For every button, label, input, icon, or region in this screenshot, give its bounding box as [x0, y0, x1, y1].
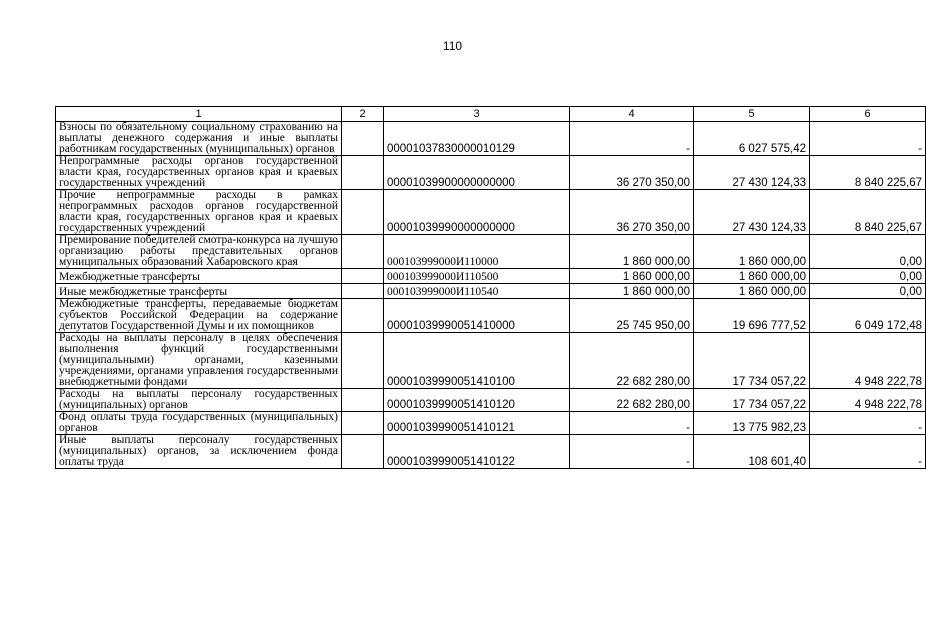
row-value-4: 25 745 950,00 — [570, 299, 694, 333]
row-value-5: 108 601,40 — [694, 435, 810, 469]
table-row — [56, 333, 926, 389]
table-row — [56, 269, 926, 284]
row-code: 000103999000И110500 — [384, 269, 570, 284]
header-col-4: 4 — [570, 107, 694, 122]
row-value-5: 13 775 982,23 — [694, 412, 810, 435]
row-code: 00001039990000000000 — [384, 190, 570, 235]
row-col2 — [342, 389, 384, 412]
row-value-5: 6 027 575,42 — [694, 122, 810, 156]
table-row — [56, 389, 926, 412]
header-row — [56, 107, 926, 122]
row-code: 00001039990051410122 — [384, 435, 570, 469]
table-row — [56, 299, 926, 333]
row-col2 — [342, 284, 384, 299]
row-code: 00001039990051410000 — [384, 299, 570, 333]
table-row — [56, 235, 926, 269]
row-name: Межбюджетные трансферты, передаваемые бюджетам субъектов Российской Федерации на содержание депутатов Государственной Думы и их помощников — [56, 299, 342, 333]
row-value-5: 27 430 124,33 — [694, 190, 810, 235]
row-col2 — [342, 333, 384, 389]
row-value-4: - — [570, 435, 694, 469]
row-value-6: - — [810, 412, 926, 435]
row-value-4: - — [570, 122, 694, 156]
row-value-6: - — [810, 122, 926, 156]
row-code: 00001039990051410120 — [384, 389, 570, 412]
row-value-5: 1 860 000,00 — [694, 284, 810, 299]
header-col-3: 3 — [384, 107, 570, 122]
row-value-6: 0,00 — [810, 284, 926, 299]
row-col2 — [342, 235, 384, 269]
row-value-4: 1 860 000,00 — [570, 235, 694, 269]
row-value-4: - — [570, 412, 694, 435]
row-code: 00001039900000000000 — [384, 156, 570, 190]
page-number: 110 — [442, 39, 463, 53]
table-row — [56, 122, 926, 156]
row-col2 — [342, 412, 384, 435]
header-col-1: 1 — [56, 107, 342, 122]
table-row — [56, 156, 926, 190]
header-col-5: 5 — [694, 107, 810, 122]
header-col-2: 2 — [342, 107, 384, 122]
row-col2 — [342, 122, 384, 156]
row-col2 — [342, 190, 384, 235]
row-name: Прочие непрограммные расходы в рамках непрограммных расходов органов государственной власти края, государственных органов края и краевых государственных учреждений — [56, 190, 342, 235]
row-col2 — [342, 156, 384, 190]
row-code: 000103999000И110000 — [384, 235, 570, 269]
row-name: Премирование победителей смотра-конкурса на лучшую организацию работы представительных органов муниципальных образований Хабаровского края — [56, 235, 342, 269]
row-value-5: 1 860 000,00 — [694, 269, 810, 284]
row-value-4: 1 860 000,00 — [570, 284, 694, 299]
row-value-4: 36 270 350,00 — [570, 190, 694, 235]
row-value-6: 0,00 — [810, 235, 926, 269]
row-code: 00001039990051410100 — [384, 333, 570, 389]
row-name: Межбюджетные трансферты — [56, 269, 342, 284]
row-name: Иные выплаты персоналу государственных (муниципальных) органов, за исключением фонда оплаты труда — [56, 435, 342, 469]
row-value-5: 1 860 000,00 — [694, 235, 810, 269]
row-value-6: 0,00 — [810, 269, 926, 284]
budget-table — [55, 106, 926, 469]
row-value-6: - — [810, 435, 926, 469]
row-name: Фонд оплаты труда государственных (муниципальных) органов — [56, 412, 342, 435]
row-value-6: 8 840 225,67 — [810, 190, 926, 235]
row-col2 — [342, 299, 384, 333]
row-value-5: 19 696 777,52 — [694, 299, 810, 333]
row-name: Взносы по обязательному социальному страхованию на выплаты денежного содержания и иные выплаты работникам государственных (муниципальных) органов — [56, 122, 342, 156]
table-row — [56, 435, 926, 469]
header-col-6: 6 — [810, 107, 926, 122]
row-name: Непрограммные расходы органов государственной власти края, государственных органов края и краевых государственных учреждений — [56, 156, 342, 190]
row-value-6: 8 840 225,67 — [810, 156, 926, 190]
row-col2 — [342, 435, 384, 469]
row-value-5: 17 734 057,22 — [694, 333, 810, 389]
row-value-6: 4 948 222,78 — [810, 389, 926, 412]
row-name: Расходы на выплаты персоналу государственных (муниципальных) органов — [56, 389, 342, 412]
row-code: 00001039990051410121 — [384, 412, 570, 435]
row-value-6: 4 948 222,78 — [810, 333, 926, 389]
row-value-5: 17 734 057,22 — [694, 389, 810, 412]
row-name: Расходы на выплаты персоналу в целях обеспечения выполнения функций государственными (муниципальными) органами, казенными учреждениями, органами управления государственными внебюджетными фондами — [56, 333, 342, 389]
row-value-4: 36 270 350,00 — [570, 156, 694, 190]
row-value-5: 27 430 124,33 — [694, 156, 810, 190]
row-code: 000103999000И110540 — [384, 284, 570, 299]
row-code: 00001037830000010129 — [384, 122, 570, 156]
row-col2 — [342, 269, 384, 284]
row-name: Иные межбюджетные трансферты — [56, 284, 342, 299]
table-row — [56, 412, 926, 435]
row-value-6: 6 049 172,48 — [810, 299, 926, 333]
row-value-4: 22 682 280,00 — [570, 389, 694, 412]
row-value-4: 22 682 280,00 — [570, 333, 694, 389]
row-value-4: 1 860 000,00 — [570, 269, 694, 284]
table-row — [56, 284, 926, 299]
table-row — [56, 190, 926, 235]
